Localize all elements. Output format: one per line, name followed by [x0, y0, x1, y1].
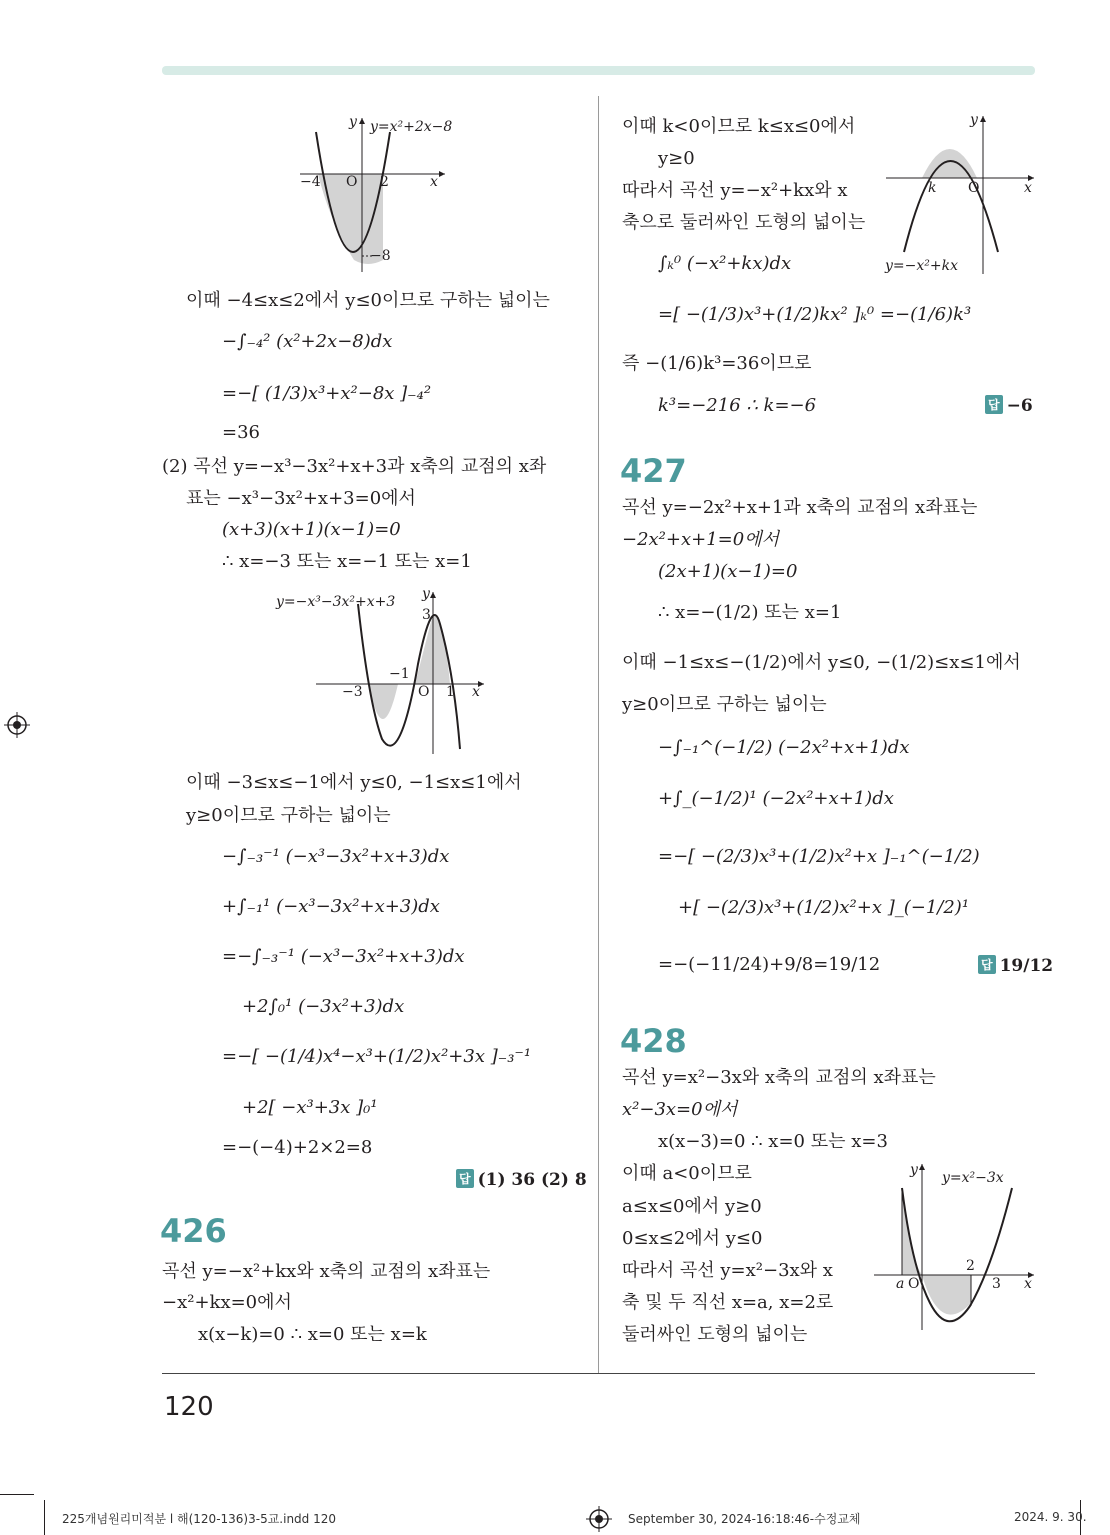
- math-line: −2x²+x+1=0에서: [622, 529, 779, 550]
- text-line: 따라서 곡선 y=x²−3x와 x: [622, 1260, 833, 1281]
- math-line: −∫₋₄² (x²+2x−8)dx: [222, 331, 393, 352]
- fig4-y-axis-label: y: [910, 1162, 918, 1178]
- fig4-origin-label: O: [908, 1276, 920, 1292]
- figure-parabola-k: [880, 110, 1040, 278]
- answer-value: 19/12: [999, 956, 1054, 976]
- fig2-x-axis-label: x: [472, 684, 480, 700]
- math-line: x²−3x=0에서: [622, 1099, 738, 1120]
- math-line: +∫_(−1/2)¹ (−2x²+x+1)dx: [658, 788, 894, 809]
- math-line: +[ −(2/3)x³+(1/2)x²+x ]_(−1/2)¹: [678, 897, 970, 918]
- text-line: a≤x≤0에서 y≥0: [622, 1196, 762, 1217]
- fig4-two-label: 2: [966, 1258, 975, 1274]
- fig1-x-pos-label: 2: [380, 174, 389, 190]
- fig1-x-axis-label: x: [430, 174, 438, 190]
- math-line: =−[ −(2/3)x³+(1/2)x²+x ]₋₁^(−1/2): [658, 846, 980, 867]
- figure-parabola-1: [290, 112, 490, 272]
- problem-number-426: 426: [160, 1212, 227, 1250]
- registration-mark-icon: [586, 1506, 612, 1532]
- fig1-origin-label: O: [346, 174, 358, 190]
- text-line: 곡선 y=−x²+kx와 x축의 교점의 x좌표는: [162, 1261, 491, 1282]
- page-bottom-rule: [162, 1373, 1035, 1374]
- fig4-three-label: 3: [992, 1276, 1001, 1292]
- page-number: 120: [164, 1392, 214, 1422]
- fig2-x-c-label: 1: [446, 684, 455, 700]
- footer-date: 2024. 9. 30.: [1014, 1510, 1087, 1524]
- fig2-x-b-label: −1: [389, 666, 410, 682]
- fig1-y-axis-label: y: [349, 114, 357, 130]
- math-line: −∫₋₃⁻¹ (−x³−3x²+x+3)dx: [222, 846, 450, 867]
- fig1-curve-label: y=x²+2x−8: [370, 119, 453, 135]
- math-line: ∫ₖ⁰ (−x²+kx)dx: [658, 253, 792, 274]
- math-line: =−[ (1/3)x³+x²−8x ]₋₄²: [222, 383, 432, 404]
- registration-mark-icon: [4, 712, 30, 738]
- fig2-y-axis-label: y: [422, 586, 430, 602]
- answer-tag: 답: [456, 1169, 474, 1188]
- fig4-x-axis-label: x: [1024, 1276, 1032, 1292]
- text-line: x(x−k)=0 ∴ x=0 또는 x=k: [198, 1324, 427, 1345]
- text-line: −x²+kx=0에서: [162, 1292, 292, 1313]
- math-line: −∫₋₁^(−1/2) (−2x²+x+1)dx: [658, 737, 910, 758]
- math-line: (x+3)(x+1)(x−1)=0: [222, 519, 401, 540]
- math-line: +∫₋₁¹ (−x³−3x²+x+3)dx: [222, 896, 440, 917]
- fig3-y-axis-label: y: [970, 112, 978, 128]
- fig1-x-neg-label: −4: [300, 174, 321, 190]
- math-line: x(x−3)=0 ∴ x=0 또는 x=3: [658, 1131, 888, 1152]
- crop-mark: [0, 1494, 34, 1495]
- footer-file-info: 225개념원리미적분 l 해(120-136)3-5교.indd 120: [62, 1512, 337, 1526]
- math-line: =−(−11/24)+9/8=19/12: [658, 954, 881, 975]
- math-line: ∴ x=−3 또는 x=−1 또는 x=1: [222, 551, 472, 572]
- text-line: 이때 −1≤x≤−(1/2)에서 y≤0, −(1/2)≤x≤1에서: [622, 652, 1021, 673]
- text-line: 표는 −x³−3x²+x+3=0에서: [186, 488, 416, 509]
- math-line: ∴ x=−(1/2) 또는 x=1: [658, 602, 842, 623]
- answer-value: −6: [1006, 396, 1033, 416]
- text-line: y≥0이므로 구하는 넓이는: [622, 694, 827, 715]
- answer-426: [985, 395, 1033, 416]
- fig2-curve-label: y=−x³−3x²+x+3: [276, 594, 396, 610]
- fig3-curve-label: y=−x²+kx: [885, 258, 958, 274]
- text-line: 0≤x≤2에서 y≤0: [622, 1228, 763, 1249]
- math-line: =−(−4)+2×2=8: [222, 1137, 373, 1158]
- text-line: 곡선 y=−2x²+x+1과 x축의 교점의 x좌표는: [622, 497, 978, 518]
- fig3-k-label: k: [928, 180, 937, 196]
- figure-parabola-428: [870, 1158, 1040, 1333]
- text-line: 따라서 곡선 y=−x²+kx와 x: [622, 180, 848, 201]
- fig4-curve-label: y=x²−3x: [942, 1170, 1004, 1186]
- crop-mark: [44, 1500, 45, 1535]
- text-line: 이때 −3≤x≤−1에서 y≤0, −1≤x≤1에서: [186, 772, 522, 793]
- text-line: y≥0: [658, 148, 695, 169]
- problem-number-427: 427: [620, 452, 687, 490]
- fig1-y-min-label: −8: [370, 248, 391, 264]
- text-line: (2) 곡선 y=−x³−3x²+x+3과 x축의 교점의 x좌: [162, 456, 547, 477]
- fig2-y-intercept-label: 3: [422, 607, 431, 623]
- answer-425: [456, 1169, 587, 1190]
- fig2-x-a-label: −3: [342, 684, 363, 700]
- math-line: +2∫₀¹ (−3x²+3)dx: [242, 996, 405, 1017]
- text-line: 이때 −4≤x≤2에서 y≤0이므로 구하는 넓이는: [186, 290, 550, 311]
- math-line: =[ −(1/3)x³+(1/2)kx² ]ₖ⁰ =−(1/6)k³: [658, 304, 972, 325]
- math-line: =−[ −(1/4)x⁴−x³+(1/2)x²+3x ]₋₃⁻¹: [222, 1046, 532, 1067]
- footer-timestamp: September 30, 2024-16:18:46-수정교체: [628, 1512, 861, 1526]
- math-line: =36: [222, 422, 260, 443]
- header-band: [162, 66, 1035, 75]
- fig3-x-axis-label: x: [1024, 180, 1032, 196]
- text-line: 곡선 y=x²−3x와 x축의 교점의 x좌표는: [622, 1067, 936, 1088]
- text-line: y≥0이므로 구하는 넓이는: [186, 805, 391, 826]
- fig3-origin-label: O: [968, 180, 980, 196]
- column-divider: [598, 96, 599, 1374]
- answer-tag: 답: [985, 395, 1003, 414]
- math-line: +2[ −x³+3x ]₀¹: [242, 1097, 378, 1118]
- answer-427: [978, 955, 1053, 976]
- text-line: 축으로 둘러싸인 도형의 넓이는: [622, 212, 866, 233]
- fig2-origin-label: O: [418, 684, 430, 700]
- fig4-a-label: a: [896, 1276, 905, 1292]
- math-line: (2x+1)(x−1)=0: [658, 561, 798, 582]
- answer-value: (1) 36 (2) 8: [477, 1170, 587, 1190]
- math-line: =−∫₋₃⁻¹ (−x³−3x²+x+3)dx: [222, 946, 465, 967]
- text-line: 축 및 두 직선 x=a, x=2로: [622, 1292, 834, 1313]
- text-line: 즉 −(1/6)k³=36이므로: [622, 353, 812, 374]
- text-line: 둘러싸인 도형의 넓이는: [622, 1324, 808, 1345]
- text-line: 이때 a<0이므로: [622, 1163, 752, 1184]
- problem-number-428: 428: [620, 1022, 687, 1060]
- text-line: 이때 k<0이므로 k≤x≤0에서: [622, 116, 856, 137]
- answer-tag: 답: [978, 955, 996, 974]
- figure-cubic: [272, 584, 492, 759]
- math-line: k³=−216 ∴ k=−6: [658, 395, 817, 416]
